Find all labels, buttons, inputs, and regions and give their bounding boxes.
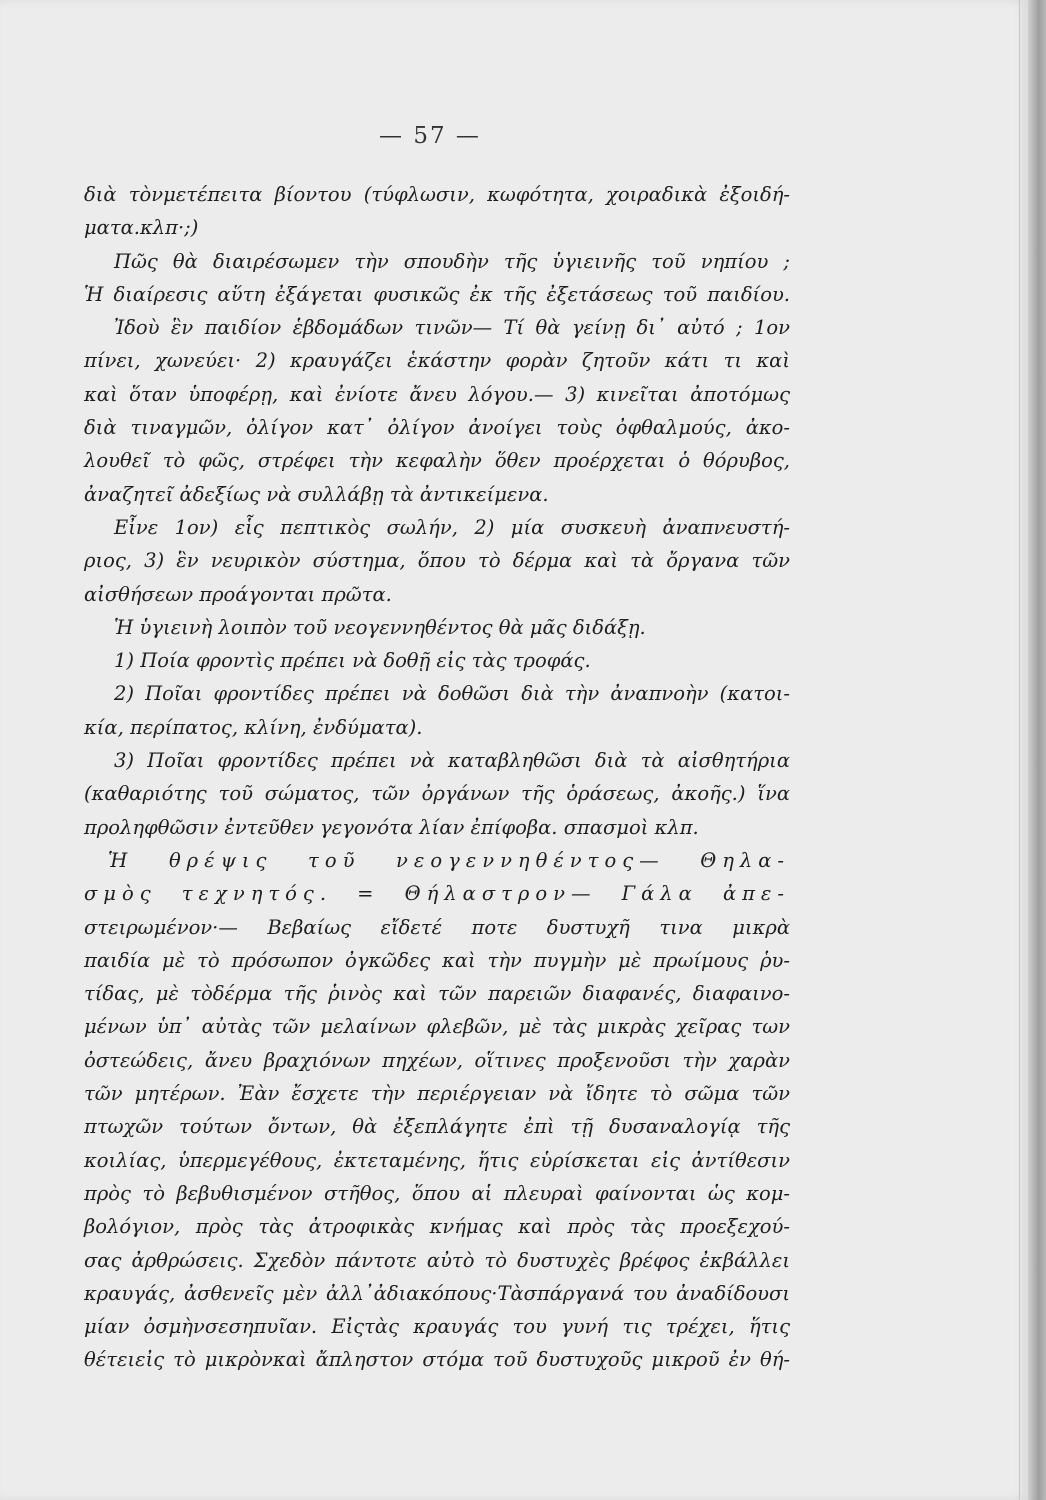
page-gutter-line (1019, 0, 1020, 1500)
text-line: (καθαριότης τοῦ σώματος, τῶν ὀργάνων τῆς ὁράσεως, ἀκοῆς.) ἵνα (84, 782, 790, 806)
text-line: 2) Ποῖαι φροντίδες πρέπει νὰ δοθῶσι διὰ τὴν ἀναπνοὴν (κατοι- (114, 682, 790, 706)
text-line: μίαν ὀσμὴνσεσηπυῖαν. Εἰςτὰς κραυγάς του γυνή τις τρέχει, ἥτις (84, 1315, 790, 1339)
text-line: 1) Ποία φροντὶς πρέπει νὰ δοθῇ εἰς τὰς τροφάς. (114, 649, 591, 673)
text-line: μένων ὑπ᾿ αὐτὰς τῶν μελαίνων φλεβῶν, μὲ τὰς μικρὰς χεῖρας των (84, 1015, 790, 1039)
text-line: τῶν μητέρων. Ἐὰν ἔσχετε τὴν περιέργειαν νὰ ἴδητε τὸ σῶμα τῶν (84, 1082, 790, 1106)
text-line: Ἡ διαίρεσις αὕτη ἐξάγεται φυσικῶς ἐκ τῆς ἐξετάσεως τοῦ παιδίου. (84, 282, 790, 306)
text-line: αἰσθήσεων προάγονται πρῶτα. (84, 582, 392, 606)
text-line: παιδία μὲ τὸ πρόσωπον ὀγκῶδες καὶ τὴν πυγμὴν μὲ πρωίμους ῥυ- (84, 948, 790, 972)
text-line: πτωχῶν τούτων ὄντων, θὰ ἐξεπλάγητε ἐπὶ τῇ δυσαναλογίᾳ τῆς (84, 1115, 790, 1139)
section-heading: Ἡ θρέψις τοῦ νεογεννηθέντος— Θηλα- (108, 848, 790, 872)
text-line: καὶ ὅταν ὑποφέρῃ, καὶ ἐνίοτε ἄνευ λόγου.— 3) κινεῖται ἀποτόμως (84, 382, 790, 406)
text-line: διὰ τὸνμετέπειτα βίοντου (τύφλωσιν, κωφότητα, χοιραδικὰ ἐξοιδή- (84, 183, 790, 206)
text-line: κοιλίας, ὑπερμεγέθους, ἐκτεταμένης, ἥτις εὑρίσκεται εἰς ἀντίθεσιν (84, 1148, 790, 1172)
text-line: κία, περίπατος, κλίνη, ἐνδύματα). (84, 715, 423, 739)
text-line: πρὸς τὸ βεβυθισμένον στῆθος, ὅπου αἱ πλευραὶ φαίνονται ὡς κομ- (84, 1181, 790, 1205)
page-number: — 57 — (379, 123, 481, 149)
text-line: Πῶς θὰ διαιρέσωμεν τὴν σπουδὴν τῆς ὑγιεινῆς τοῦ νηπίου ; (114, 249, 790, 273)
body-text (84, 178, 790, 1377)
text-line: διὰ τιναγμῶν, ὀλίγον κατ᾿ ὀλίγον ἀνοίγει τοὺς ὀφθαλμούς, ἀκο- (84, 416, 790, 440)
text-line: προληφθῶσιν ἐντεῦθεν γεγονότα λίαν ἐπίφοβα. σπασμοὶ κλπ. (84, 815, 699, 839)
text-line: Ἰδοὺ ἓν παιδίον ἑβδομάδων τινῶν— Τί θὰ γείνῃ δι᾿ αὐτό ; 1ον (114, 316, 790, 340)
text-line: ριος, 3) ἓν νευρικὸν σύστημα, ὅπου τὸ δέρμα καὶ τὰ ὄργανα τῶν (84, 549, 790, 573)
text-line: θέτειεἰς τὸ μικρὸνκαὶ ἄπληστον στόμα τοῦ δυστυχοῦς μικροῦ ἐν θή- (84, 1348, 790, 1372)
text-line: λουθεῖ τὸ φῶς, στρέφει τὴν κεφαλὴν ὅθεν προέρχεται ὁ θόρυβος, (84, 449, 790, 473)
text-line: ἀναζητεῖ ἀδεξίως νὰ συλλάβῃ τὰ ἀντικείμενα. (84, 482, 549, 506)
section-heading: σμὸς τεχνητός. = Θήλαστρον— Γάλα ἀπε- (84, 882, 790, 906)
text-line: Εἶνε 1ον) εἷς πεπτικὸς σωλήν, 2) μία συσκευὴ ἀναπνευστή- (114, 515, 790, 539)
text-line: ὀστεώδεις, ἄνευ βραχιόνων πηχέων, οἵτινες προξενοῦσι τὴν χαρὰν (84, 1048, 790, 1072)
text-line: ματα.κλπ·;) (84, 216, 199, 240)
text-line: πίνει, χωνεύει· 2) κραυγάζει ἑκάστην φορὰν ζητοῦν κάτι τι καὶ (84, 349, 790, 373)
text-line: βολόγιον, πρὸς τὰς ἀτροφικὰς κνήμας καὶ πρὸς τὰς προεξεχού- (84, 1215, 790, 1239)
text-line: σας ἀρθρώσεις. Σχεδὸν πάντοτε αὐτὸ τὸ δυστυχὲς βρέφος ἐκβάλλει (84, 1248, 790, 1272)
page-edge (1028, 0, 1046, 1500)
text-line: κραυγάς, ἀσθενεῖς μὲν ἀλλ᾿ἀδιακόπους·Τὰσπάργανά του ἀναδίδουσι (84, 1281, 790, 1305)
text-line: τίδας, μὲ τὸδέρμα τῆς ῥινὸς καὶ τῶν παρειῶν διαφανές, διαφαινο- (84, 982, 790, 1006)
text-line: στειρωμένον·— Βεβαίως εἴδετέ ποτε δυστυχῆ τινα μικρὰ (84, 915, 790, 939)
text-line: 3) Ποῖαι φροντίδες πρέπει νὰ καταβληθῶσι διὰ τὰ αἰσθητήρια (114, 749, 790, 773)
text-line: Ἡ ὑγιεινὴ λοιπὸν τοῦ νεογεννηθέντος θὰ μᾶς διδάξῃ. (114, 615, 646, 639)
